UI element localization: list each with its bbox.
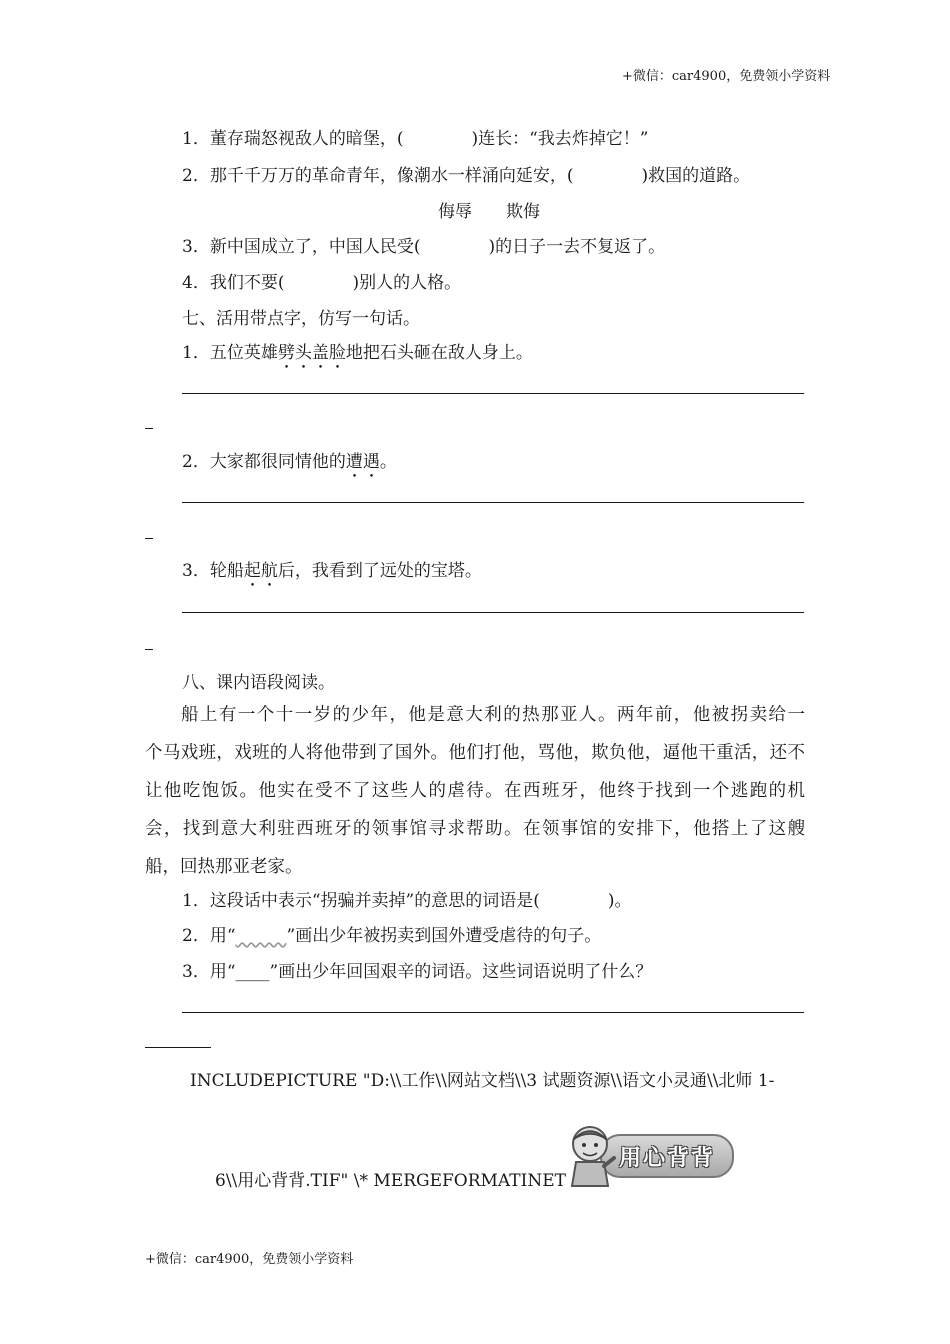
answer-line-4[interactable] [182,1012,804,1013]
s6-question-4: 4．我们不要( )别人的人格。 [182,273,462,293]
s6-question-2: 2．那千千万万的革命青年，像潮水一样涌向延安，( )救国的道路。 [182,166,751,186]
field-code-line-2: 6\\用心背背.TIF" \* MERGEFORMATINET [215,1171,566,1191]
s7-dotted-word-2: 遭遇 [345,452,380,472]
footer-note: +微信：car4900，免费领小学资料 [145,1252,354,1267]
passage-line: 会，找到意大利驻西班牙的领事馆寻求帮助。在领事馆的安排下，他搭上了这艘 [145,819,805,839]
header-note: +微信：car4900，免费领小学资料 [622,69,831,84]
s8-question-1: 1．这段话中表示“拐骗并卖掉”的意思的词语是( )。 [182,891,632,911]
s6-question-1: 1．董存瑞怒视敌人的暗堡，( )连长：“我去炸掉它！” [182,129,649,149]
straight-line-marker: ____ [235,962,270,982]
line-wrap-dash-2 [145,538,153,539]
child-mascot-icon [566,1122,622,1188]
s6-word-options: 侮辱 欺侮 [438,202,540,222]
s7-dotted-word-1: 劈头盖脸 [277,343,346,363]
badge-label: 用心背背 [618,1145,715,1171]
reading-passage [145,696,805,886]
section8-title: 八、课内语段阅读。 [182,673,335,693]
answer-line-3[interactable] [182,612,804,613]
s7-dotted-word-3: 起航 [243,561,278,581]
s8-question-3: 3．用“____”画出少年回国艰辛的词语。这些词语说明了什么？ [182,962,653,982]
recite-badge [566,1122,734,1188]
section7-title: 七、活用带点字，仿写一句话。 [182,309,420,329]
s6-question-3: 3．新中国成立了，中国人民受( )的日子一去不复返了。 [182,237,666,257]
passage-line: 个马戏班，戏班的人将他带到了国外。他们打他，骂他，欺负他，逼他干重活，还不 [145,743,805,763]
passage-line: 让他吃饱饭。他实在受不了这些人的虐待。在西班牙，他终于找到一个逃跑的机 [145,781,805,801]
passage-line: 船，回热那亚老家。 [145,857,303,877]
passage-line: 船上有一个十一岁的少年，他是意大利的热那亚人。两年前，他被拐卖给一 [181,705,805,725]
s7-question-3: 3．轮船起航后，我看到了远处的宝塔。 [182,561,482,581]
line-wrap-dash-3 [145,649,153,650]
line-wrap-dash-1 [145,428,153,429]
wavy-line-marker [236,926,287,946]
answer-line-4-wrap [145,1047,211,1048]
s7-question-1: 1．五位英雄劈头盖脸地把石头砸在敌人身上。 [182,343,533,363]
answer-line-2[interactable] [182,502,804,503]
s8-question-2: 2．用“ ”画出少年被拐卖到国外遭受虐待的句子。 [182,926,602,946]
field-code-line-1: INCLUDEPICTURE "D:\\工作\\网站文档\\3 试题资源\\语文小灵通\\北师 1- [190,1071,775,1091]
s7-question-2: 2．大家都很同情他的遭遇。 [182,452,397,472]
answer-line-1[interactable] [182,393,804,394]
